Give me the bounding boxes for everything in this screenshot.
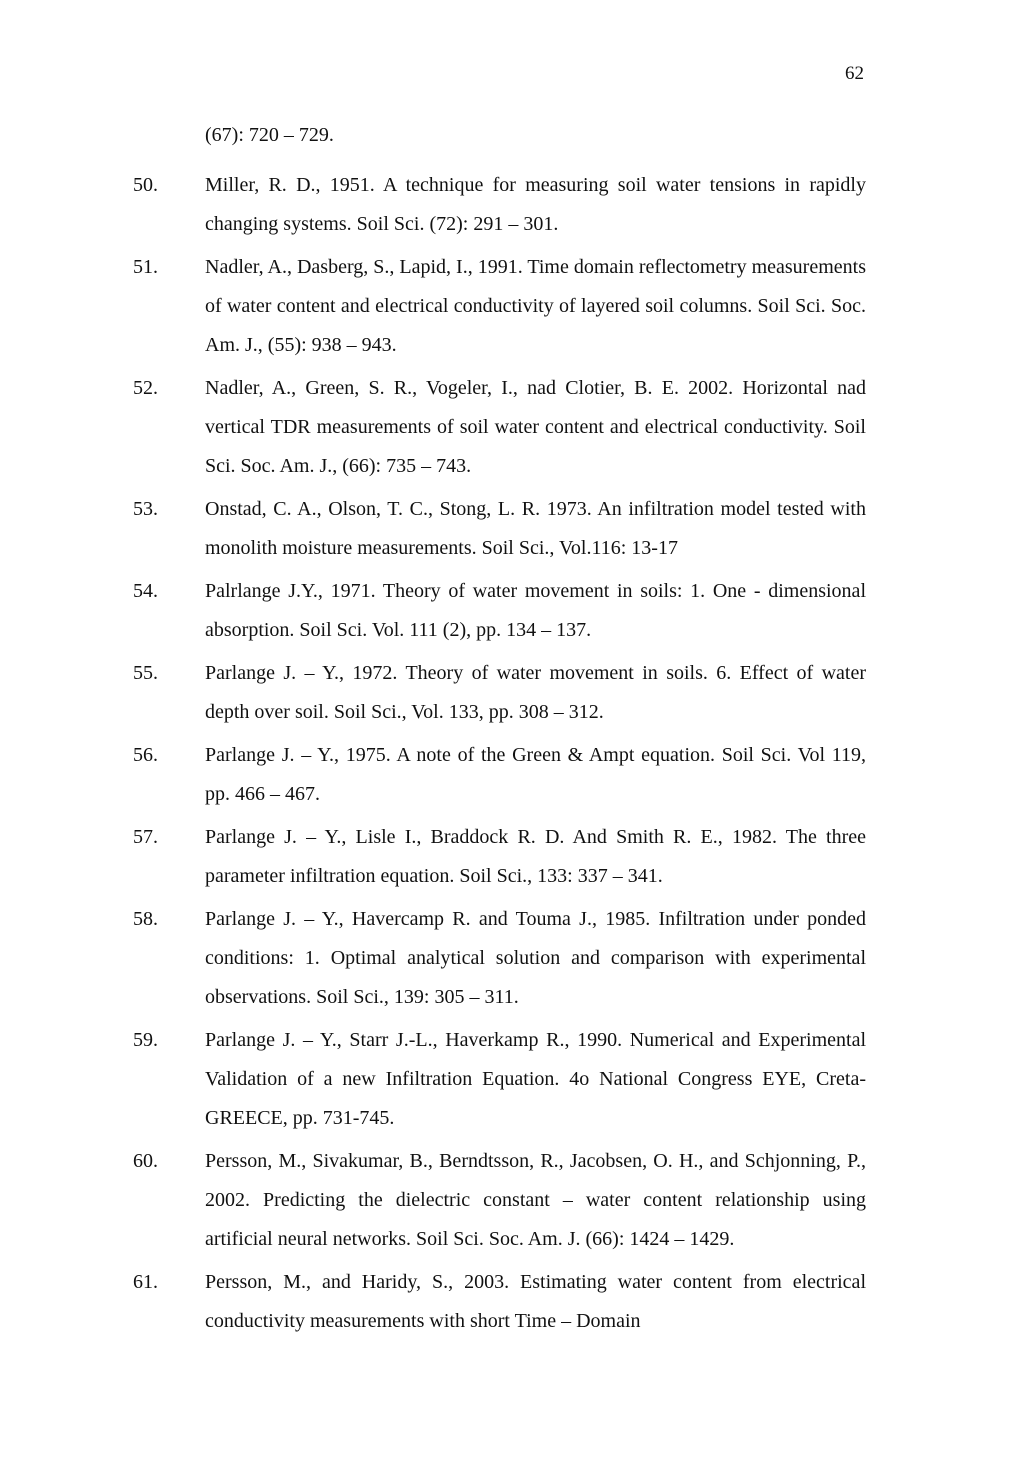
reference-number: 51. [133, 256, 158, 278]
reference-text: Parlange J. – Y., 1972. Theory of water movement in soils. 6. Effect of water depth over soil. Soil Sci., Vol. 133, pp. 308 – 312. [205, 662, 866, 723]
reference-item [133, 736, 866, 814]
reference-item [133, 900, 866, 1017]
reference-number: 50. [133, 174, 158, 196]
reference-item [133, 1021, 866, 1138]
reference-item [133, 572, 866, 650]
reference-number: 58. [133, 908, 158, 930]
reference-number: 55. [133, 662, 158, 684]
reference-number: 56. [133, 744, 158, 766]
reference-continuation: (67): 720 – 729. [205, 124, 334, 146]
reference-text: Parlange J. – Y., Havercamp R. and Touma J., 1985. Infiltration under ponded conditions: 1. Optimal analytical solution and comparison with experimental observations. Soil Sci., 139: 305 – 311. [205, 908, 866, 1008]
reference-number: 61. [133, 1271, 158, 1293]
reference-item [133, 166, 866, 244]
reference-text: Parlange J. – Y., 1975. A note of the Green & Ampt equation. Soil Sci. Vol 119, pp. 466 – 467. [205, 744, 866, 805]
reference-item [133, 1263, 866, 1341]
reference-number: 53. [133, 498, 158, 520]
reference-text: Nadler, A., Green, S. R., Vogeler, I., nad Clotier, B. E. 2002. Horizontal nad vertical TDR measurements of soil water content and electrical conductivity. Soil Sci. Soc. Am. J., (66): 735 – 743. [205, 377, 866, 477]
reference-number: 59. [133, 1029, 158, 1051]
reference-text: Parlange J. – Y., Starr J.-L., Haverkamp R., 1990. Numerical and Experimental Validation of a new Infiltration Equation. 4o National Congress EYE, Creta-GREECE, pp. 731-745. [205, 1029, 866, 1129]
reference-text: Palrlange J.Y., 1971. Theory of water movement in soils: 1. One - dimensional absorption. Soil Sci. Vol. 111 (2), pp. 134 – 137. [205, 580, 866, 641]
reference-item [133, 490, 866, 568]
reference-text: Persson, M., and Haridy, S., 2003. Estimating water content from electrical conductivity measurements with short Time – Domain [205, 1271, 866, 1332]
reference-item [133, 818, 866, 896]
reference-text: Persson, M., Sivakumar, B., Berndtsson, R., Jacobsen, O. H., and Schjonning, P., 2002. Predicting the dielectric constant – water content relationship using artificial neural networks. Soil Sci. Soc. Am. J. (66): 1424 – 1429. [205, 1150, 866, 1250]
reference-text: Miller, R. D., 1951. A technique for measuring soil water tensions in rapidly changing systems. Soil Sci. (72): 291 – 301. [205, 174, 866, 235]
page-number: 62 [845, 63, 864, 84]
reference-text: Onstad, C. A., Olson, T. C., Stong, L. R. 1973. An infiltration model tested with monolith moisture measurements. Soil Sci., Vol.116: 13-17 [205, 498, 866, 559]
reference-number: 52. [133, 377, 158, 399]
reference-list [133, 166, 866, 1345]
reference-number: 54. [133, 580, 158, 602]
reference-number: 57. [133, 826, 158, 848]
reference-item [133, 1142, 866, 1259]
reference-number: 60. [133, 1150, 158, 1172]
reference-item [133, 654, 866, 732]
reference-item [133, 369, 866, 486]
reference-item [133, 248, 866, 365]
reference-text: Parlange J. – Y., Lisle I., Braddock R. D. And Smith R. E., 1982. The three parameter infiltration equation. Soil Sci., 133: 337 – 341. [205, 826, 866, 887]
reference-text: Nadler, A., Dasberg, S., Lapid, I., 1991. Time domain reflectometry measurements of water content and electrical conductivity of layered soil columns. Soil Sci. Soc. Am. J., (55): 938 – 943. [205, 256, 866, 356]
